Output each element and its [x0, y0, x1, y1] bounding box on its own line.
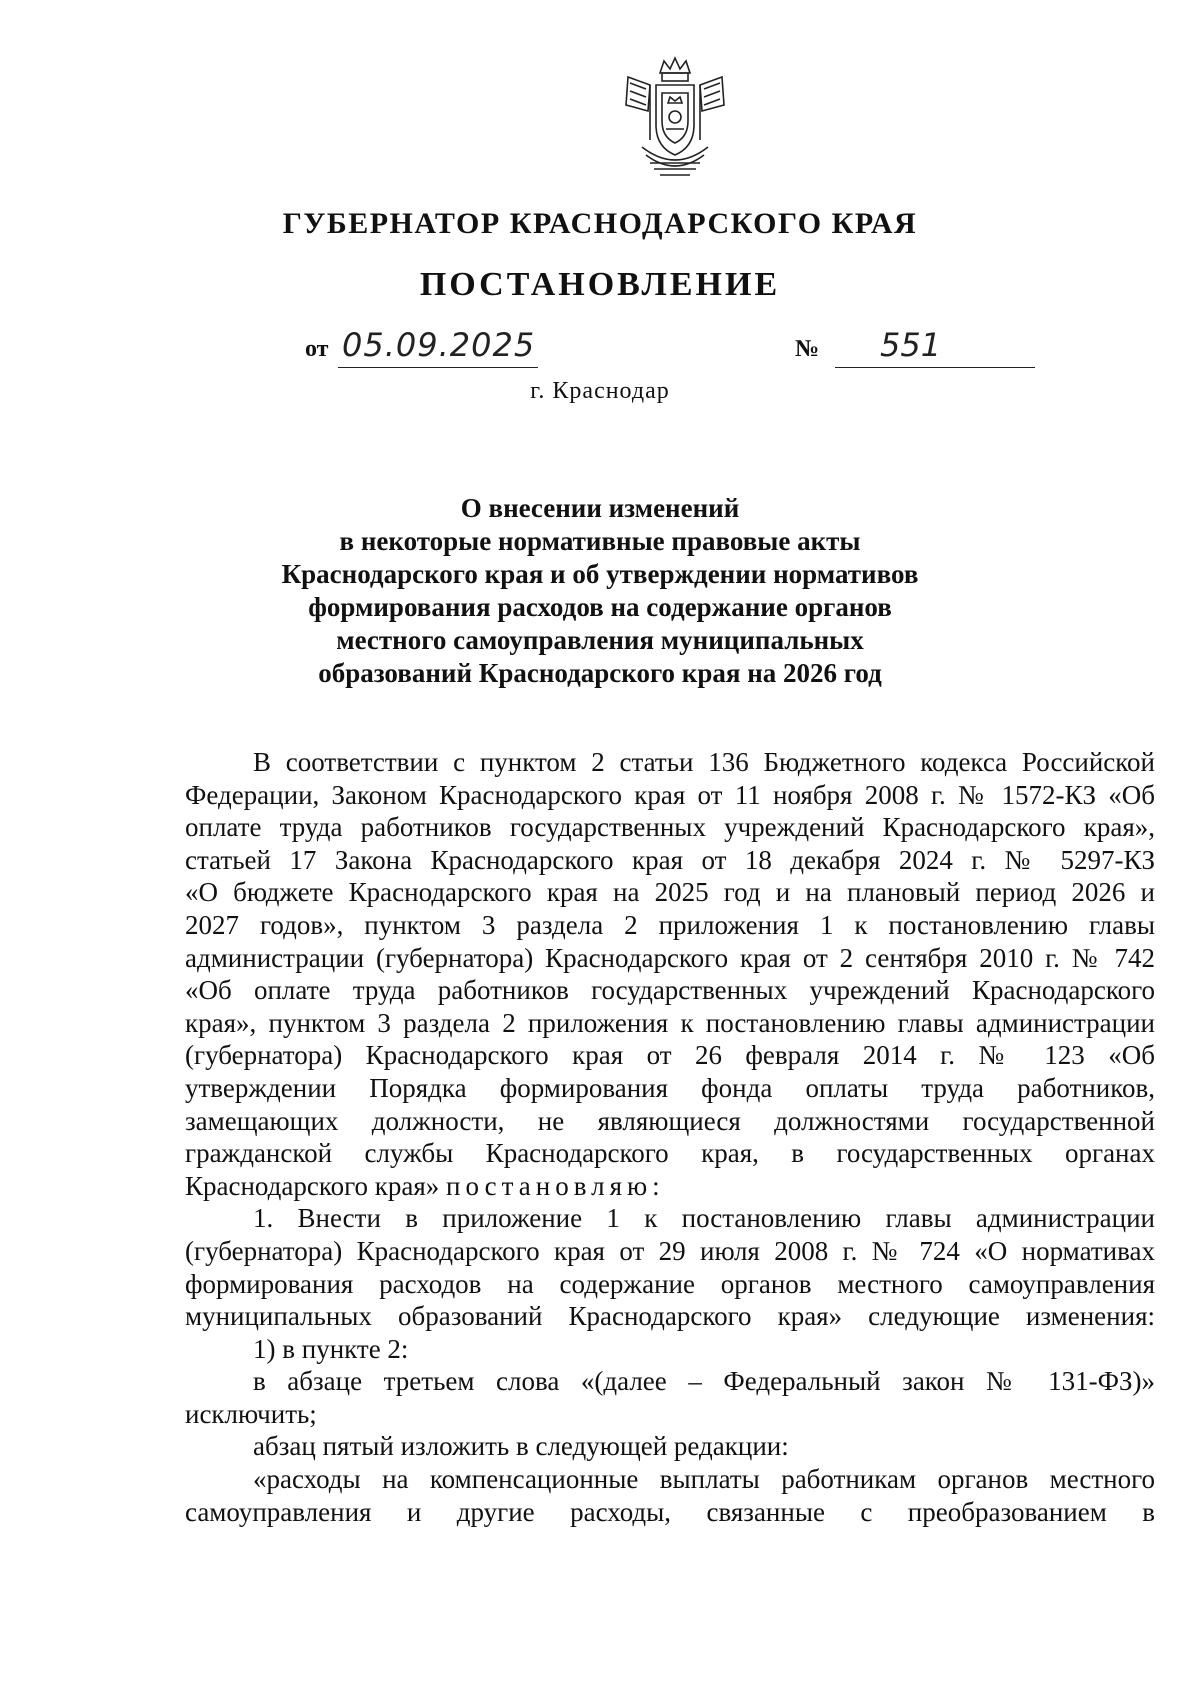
- document-title: [250, 492, 950, 690]
- body-line: «Об оплате труда работников государственных учреждений Краснодарского: [185, 975, 1155, 1006]
- body-line: абзац пятый изложить в следующей редакции:: [253, 1431, 789, 1462]
- date-value: 05.09.2025: [342, 326, 536, 364]
- issuing-authority: ГУБЕРНАТОР КРАСНОДАРСКОГО КРАЯ: [282, 207, 918, 240]
- body-line: оплате труда работников государственных учреждений Краснодарского края»,: [185, 812, 1155, 843]
- date-number-row: [0, 326, 1200, 370]
- title-line: формирования расходов на содержание органов: [308, 592, 892, 622]
- body-line: 1. Внести в приложение 1 к постановлению главы администрации: [253, 1203, 1155, 1234]
- title-line: образований Краснодарского края на 2026 год: [318, 658, 882, 688]
- body-line: «расходы на компенсационные выплаты работникам органов местного: [253, 1464, 1155, 1495]
- body-line: края», пунктом 3 раздела 2 приложения к постановлению главы администрации: [185, 1007, 1155, 1038]
- date-underline: [338, 367, 538, 368]
- body-line: «О бюджете Краснодарского края на 2025 год и на плановый период 2026 и: [185, 877, 1155, 908]
- decree-word: постановляю:: [446, 1170, 665, 1201]
- title-line: местного самоуправления муниципальных: [336, 625, 864, 655]
- body-line: муниципальных образований Краснодарского края» следующие изменения:: [185, 1301, 1155, 1332]
- body-line: Федерации, Законом Краснодарского края от 11 ноября 2008 г. № 1572-КЗ «Об: [185, 779, 1155, 810]
- body-line-text: Краснодарского края»: [185, 1170, 440, 1201]
- document-type: ПОСТАНОВЛЕНИЕ: [419, 266, 781, 303]
- title-line: О внесении изменений: [460, 493, 740, 523]
- body-line: самоуправления и другие расходы, связанные с преобразованием в: [185, 1496, 1155, 1527]
- body-line: [185, 1170, 1155, 1203]
- body-line: статьей 17 Закона Краснодарского края от 18 декабря 2024 г. № 5297-КЗ: [185, 844, 1155, 875]
- body-line: В соответствии с пунктом 2 статьи 136 Бюджетного кодекса Российской: [253, 747, 1155, 777]
- number-underline: [835, 367, 1035, 368]
- body-line: администрации (губернатора) Краснодарского края от 2 сентября 2010 г. № 742: [185, 942, 1155, 973]
- number-label: №: [795, 336, 820, 362]
- city: г. Краснодар: [530, 378, 670, 404]
- coat-of-arms-emblem: [620, 55, 730, 180]
- body-line: замещающих должности, не являющиеся должностями государственной: [185, 1105, 1155, 1136]
- body-line: 2027 годов», пунктом 3 раздела 2 приложения 1 к постановлению главы: [185, 909, 1155, 940]
- body-line: (губернатора) Краснодарского края от 29 июля 2008 г. № 724 «О нормативах: [185, 1235, 1155, 1266]
- title-line: Краснодарского края и об утверждении нормативов: [281, 559, 919, 589]
- document-body: [185, 746, 1155, 1528]
- body-line: в абзаце третьем слова «(далее – Федеральный закон № 131-ФЗ)»: [253, 1366, 1155, 1397]
- number-value: 551: [880, 326, 942, 364]
- body-line: формирования расходов на содержание органов местного самоуправления: [185, 1268, 1155, 1299]
- date-label: от: [305, 336, 329, 362]
- body-line: гражданской службы Краснодарского края, в государственных органах: [185, 1138, 1155, 1169]
- title-line: в некоторые нормативные правовые акты: [339, 526, 861, 556]
- body-line: утверждении Порядка формирования фонда оплаты труда работников,: [185, 1072, 1155, 1103]
- body-line: (губернатора) Краснодарского края от 26 февраля 2014 г. № 123 «Об: [185, 1040, 1155, 1071]
- body-line: 1) в пункте 2:: [253, 1333, 409, 1364]
- body-line: исключить;: [185, 1398, 317, 1429]
